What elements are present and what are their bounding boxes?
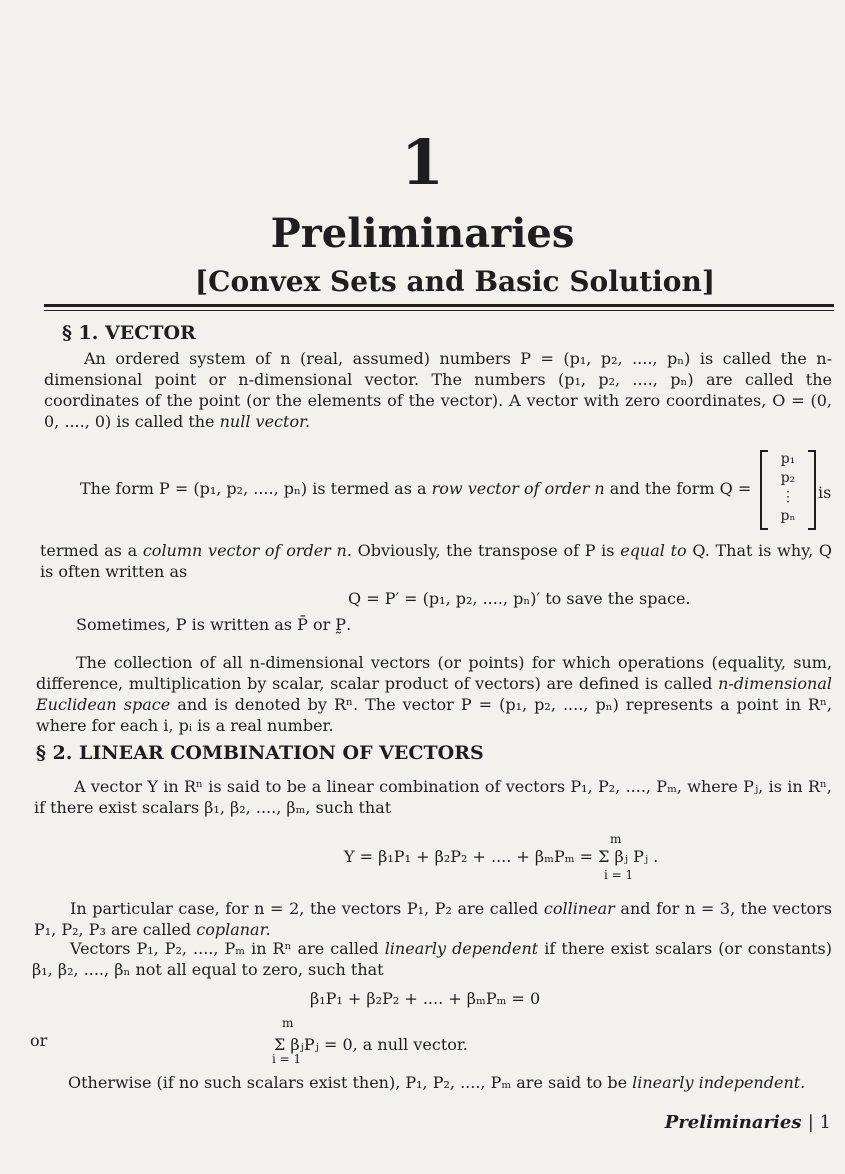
equation-transpose: Q = P′ = (p₁, p₂, ...., pₙ)′ to save the space. <box>348 589 691 608</box>
matrix-entry: p₁ <box>780 451 796 467</box>
section-2-paragraph-2 <box>34 898 832 940</box>
running-title: Preliminaries <box>664 1112 802 1133</box>
term-equal-to: equal to <box>620 541 687 560</box>
text-run: and is denoted by Rⁿ. The vector P = (p₁, p₂, ...., pₙ) represents a point in Rⁿ, where for each i, pᵢ is a real number. <box>36 695 832 735</box>
term-coplanar: coplanar. <box>196 920 271 939</box>
section-1-heading: § 1. VECTOR <box>62 322 196 344</box>
term-euclidean-space: n-dimensional Euclidean space <box>36 674 832 714</box>
section-1-paragraph-2 <box>80 478 751 499</box>
section-2-paragraph-3 <box>32 938 832 980</box>
text-run: An ordered system of n (real, assumed) numbers P = (p₁, p₂, ...., pₙ) is called the n-dimensional point or n-dimensional vector. The numbers (p₁, p₂, ...., pₙ) are called the coordinates of the point (or the elements of the vector). A vector with zero coordinates, O = (0, 0, ...., 0) is called the <box>44 349 832 431</box>
page-number: | 1 <box>807 1112 831 1133</box>
sum-lower-limit: i = 1 <box>604 868 634 882</box>
text-run: termed as a <box>40 541 143 560</box>
text-run: The collection of all n-dimensional vectors (or points) for which operations (equality, sum, difference, multiplication by scalar, scalar product of vectors) are defined is called <box>36 653 832 693</box>
title-rule-thick <box>44 304 834 307</box>
term-row-vector: row vector of order n <box>431 479 605 498</box>
chapter-title: Preliminaries <box>270 210 575 257</box>
text-or: or <box>30 1031 48 1050</box>
chapter-number: 1 <box>400 126 445 199</box>
matrix-entry: ⋮ <box>781 489 795 505</box>
term-linearly-independent: linearly independent. <box>632 1073 806 1092</box>
sum-upper-limit: m <box>282 1016 294 1030</box>
text-run: if there exist scalars (or constants) β₁, β₂, ...., βₙ not all equal to zero, such that <box>32 939 832 979</box>
section-1-paragraph-3 <box>40 540 832 582</box>
section-1-paragraph-1 <box>44 348 832 432</box>
term-linearly-dependent: linearly dependent <box>384 939 539 958</box>
text-is: is <box>818 483 832 502</box>
text-run: In particular case, for n = 2, the vectors P₁, P₂ are called <box>70 899 544 918</box>
text-run: and the form Q = <box>604 479 752 498</box>
text-run: and for n = 3, the vectors P₁, P₂, P₃ are called <box>34 899 833 939</box>
page-footer <box>665 1112 831 1133</box>
equation-null-vector: Σ βⱼPⱼ = 0, a null vector. <box>274 1035 468 1054</box>
text-run: Q. That is why, Q is often written as <box>40 541 833 581</box>
equation-linear-combination: Y = β₁P₁ + β₂P₂ + .... + βₘPₘ = Σ βⱼ Pⱼ . <box>344 847 659 866</box>
column-vector-matrix <box>760 450 816 530</box>
text-run: The form P = (p₁, p₂, ...., pₙ) is termed as a <box>80 479 432 498</box>
title-rule-thin <box>44 310 834 311</box>
matrix-entry: p₂ <box>780 470 796 486</box>
section-1-paragraph-4: Sometimes, P is written as P̄ or P̰. <box>76 615 352 634</box>
section-2-heading: § 2. LINEAR COMBINATION OF VECTORS <box>36 742 484 764</box>
section-1-paragraph-5 <box>36 652 832 736</box>
text-run: Vectors P₁, P₂, ...., Pₘ in Rⁿ are called <box>70 939 385 958</box>
section-2-paragraph-4 <box>68 1072 805 1093</box>
term-null-vector: null vector. <box>219 412 311 431</box>
matrix-entry: pₙ <box>780 508 796 524</box>
chapter-subtitle: [Convex Sets and Basic Solution] <box>194 265 716 298</box>
equation-dependence: β₁P₁ + β₂P₂ + .... + βₘPₘ = 0 <box>310 989 541 1008</box>
sum-upper-limit: m <box>610 832 622 846</box>
sum-lower-limit: i = 1 <box>272 1052 302 1066</box>
section-2-paragraph-1: A vector Y in Rⁿ is said to be a linear combination of vectors P₁, P₂, ...., Pₘ, where Pⱼ, is in Rⁿ, if there exist scalars β₁, β₂, ...., βₘ, such that <box>34 777 832 817</box>
term-column-vector: column vector of order n. <box>142 541 352 560</box>
text-run: Otherwise (if no such scalars exist then), P₁, P₂, ...., Pₘ are said to be <box>68 1073 633 1092</box>
term-collinear: collinear <box>543 899 615 918</box>
text-run: Obviously, the transpose of P is <box>351 541 621 560</box>
